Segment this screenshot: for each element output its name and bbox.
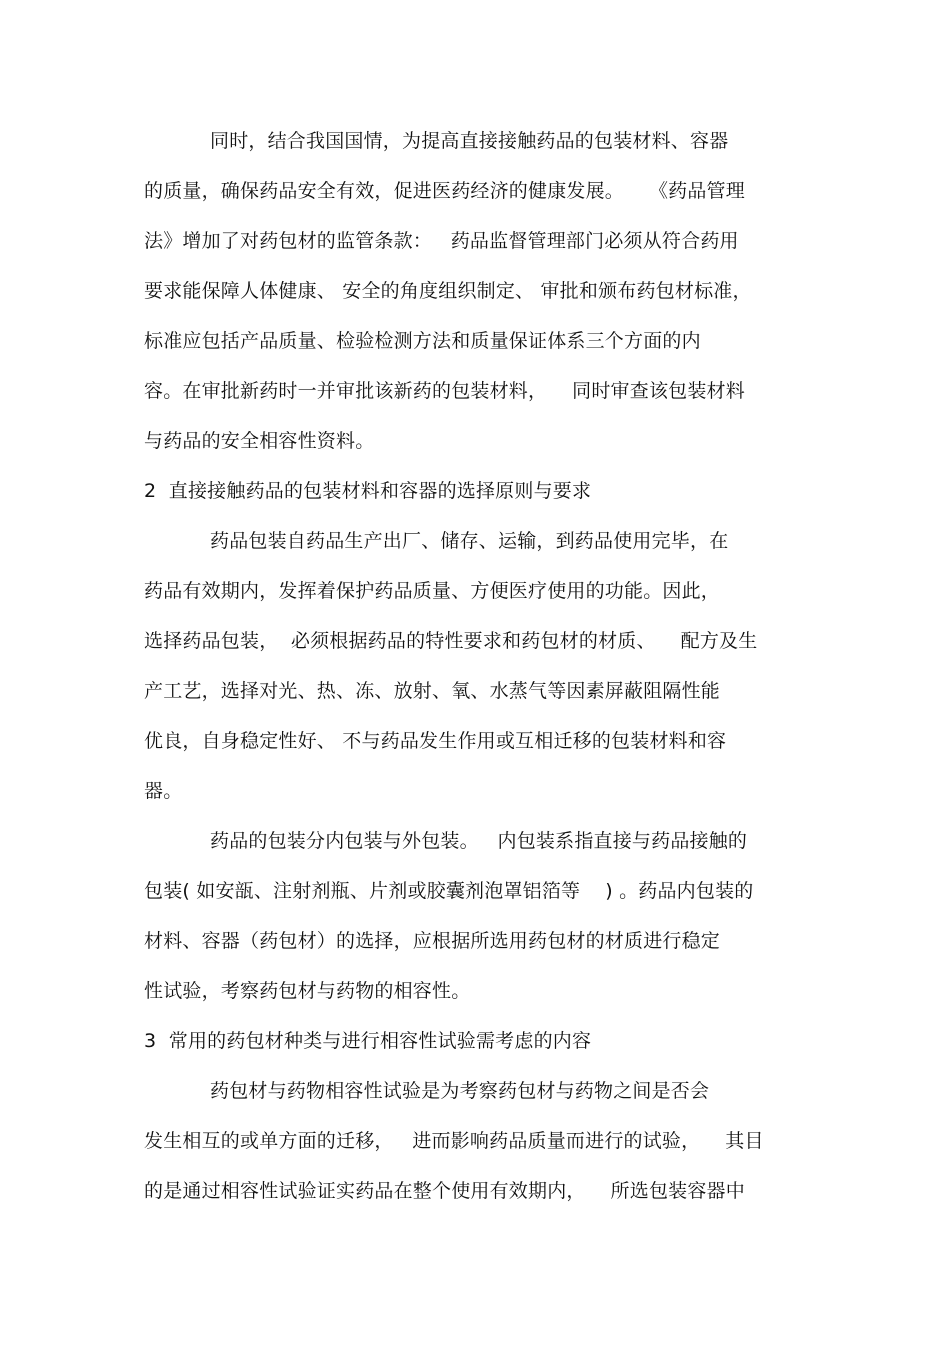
paragraph-line: 标准应包括产品质量、检验检测方法和质量保证体系三个方面的内	[144, 330, 701, 352]
paragraph-line: 药品包装自药品生产出厂、储存、运输，到药品使用完毕，在	[210, 530, 729, 552]
paragraph-line: 同时，结合我国国情，为提高直接接触药品的包装材料、容器	[210, 130, 729, 152]
paragraph-line: 选择药品包装， 必须根据药品的特性要求和药包材的材质、 配方及生	[144, 630, 758, 652]
paragraph-line: 产工艺，选择对光、热、冻、放射、氧、水蒸气等因素屏蔽阻隔性能	[144, 680, 721, 702]
paragraph-line: 要求能保障人体健康、 安全的角度组织制定、 审批和颁布药包材标准，	[144, 280, 752, 302]
paragraph-line: 优良，自身稳定性好、 不与药品发生作用或互相迁移的包装材料和容	[144, 730, 727, 752]
paragraph-line: 发生相互的或单方面的迁移， 进而影响药品质量而进行的试验， 其目	[144, 1130, 764, 1152]
paragraph-line: 器。	[144, 780, 183, 802]
section-heading: 3 常用的药包材种类与进行相容性试验需考虑的内容	[144, 1030, 592, 1052]
paragraph-line: 药品有效期内，发挥着保护药品质量、方便医疗使用的功能。因此，	[144, 580, 721, 602]
paragraph-line: 法》增加了对药包材的监管条款： 药品监督管理部门必须从符合药用	[144, 230, 739, 252]
paragraph-line: 容。在审批新药时一并审批该新药的包装材料， 同时审查该包装材料	[144, 380, 745, 402]
paragraph-line: 药包材与药物相容性试验是为考察药包材与药物之间是否会	[210, 1080, 710, 1102]
paragraph-line: 药品的包装分内包装与外包装。 内包装系指直接与药品接触的	[210, 830, 748, 852]
paragraph-line: 的是通过相容性试验证实药品在整个使用有效期内， 所选包装容器中	[144, 1180, 745, 1202]
paragraph-line: 与药品的安全相容性资料。	[144, 430, 375, 452]
paragraph-line: 性试验，考察药包材与药物的相容性。	[144, 980, 471, 1002]
section-heading: 2 直接接触药品的包装材料和容器的选择原则与要求	[144, 480, 592, 502]
paragraph-line: 包装( 如安瓿、注射剂瓶、片剂或胶囊剂泡罩铝箔等 ) 。药品内包装的	[144, 880, 754, 902]
paragraph-line: 材料、容器（药包材）的选择，应根据所选用药包材的材质进行稳定	[144, 930, 721, 952]
paragraph-line: 的质量，确保药品安全有效，促进医药经济的健康发展。 《药品管理	[144, 180, 745, 202]
